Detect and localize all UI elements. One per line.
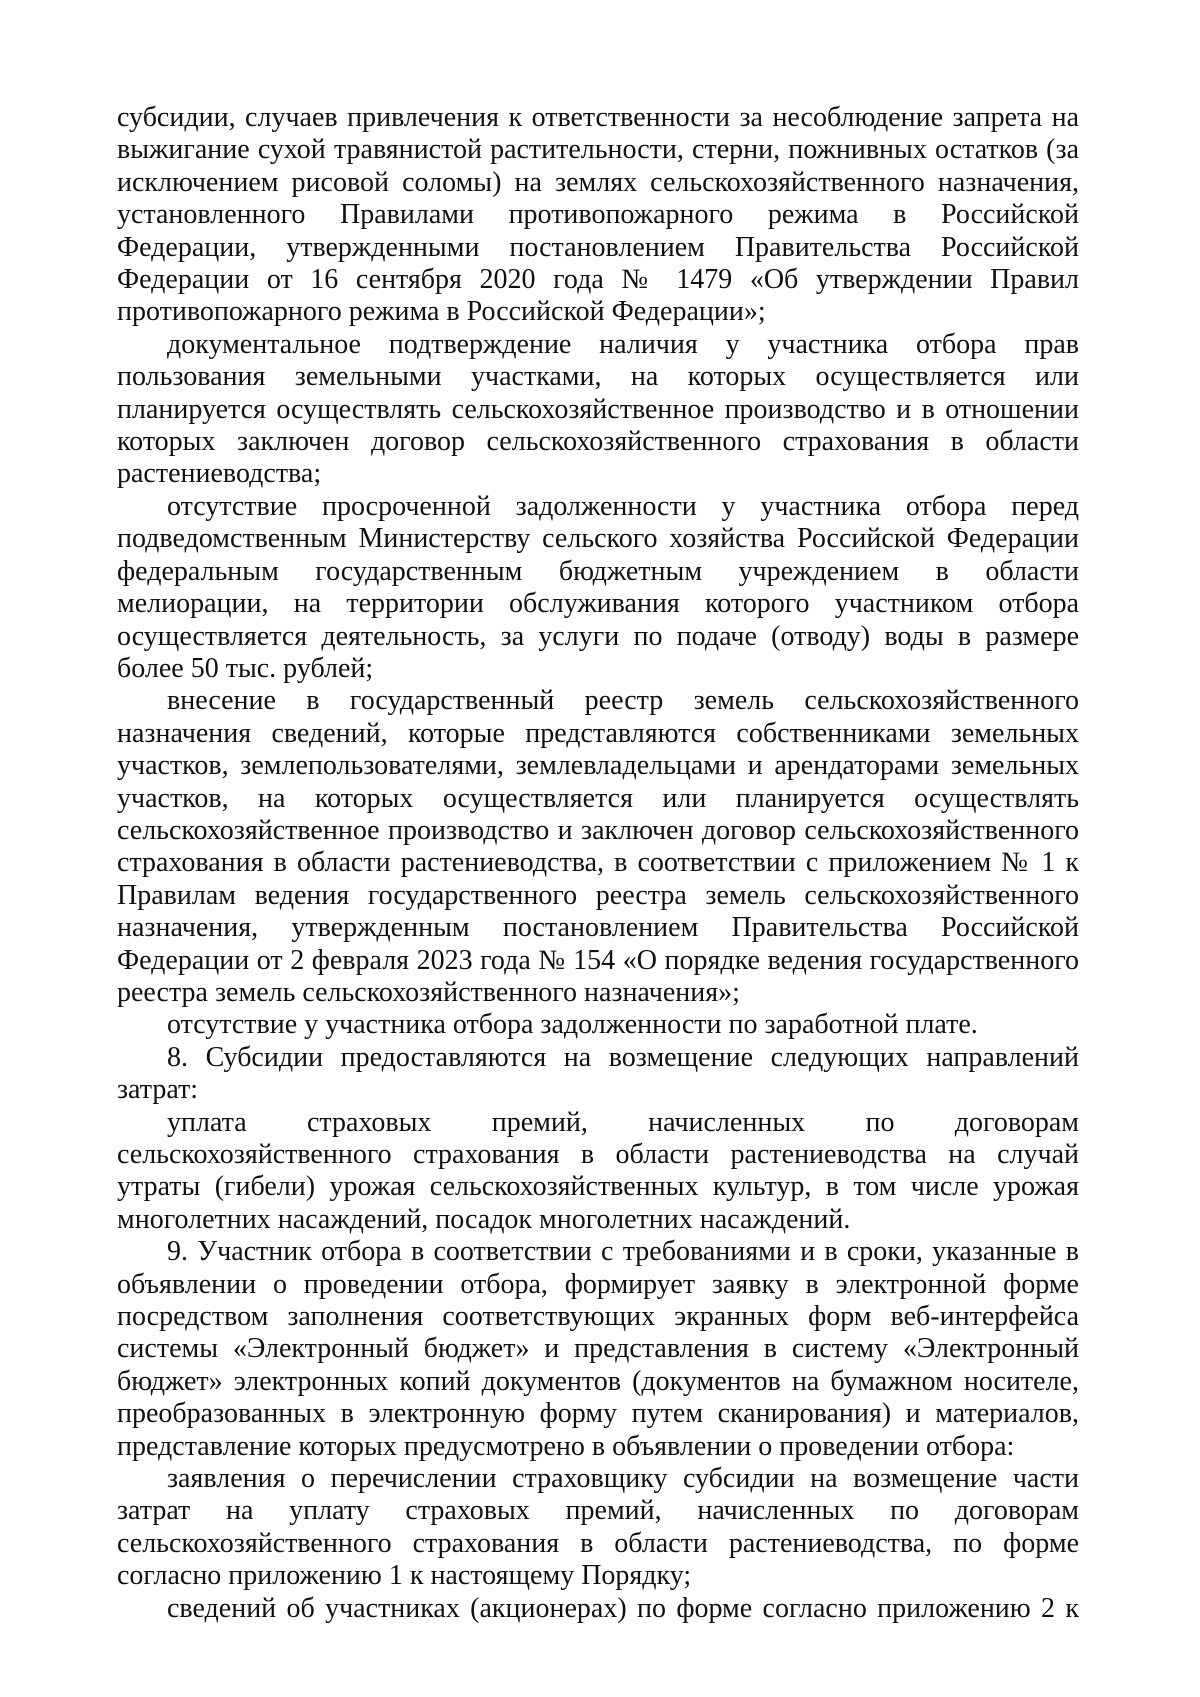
paragraph-item-8: 8. Субсидии предоставляются на возмещение следующих направлений затрат:	[117, 1041, 1079, 1106]
paragraph-application: заявления о перечислении страховщику субсидии на возмещение части затрат на уплату страховых премий, начисленных по договорам сельскохозяйственного страхования в области растениеводства, по форме согласно приложению 1 к настоящему Порядку;	[117, 1463, 1079, 1592]
paragraph-shareholders: сведений об участниках (акционерах) по форме согласно приложению 2 к	[167, 1592, 1079, 1624]
paragraph-item-9: 9. Участник отбора в соответствии с требованиями и в сроки, указанные в объявлении о проведении отбора, формирует заявку в электронной форме посредством заполнения соответствующих экранных форм веб-интерфейса системы «Электронный бюджет» и представления в систему «Электронный бюджет» электронных копий документов (документов на бумажном носителе, преобразованных в электронную форму путем сканирования) и материалов, представление которых предусмотрено в объявлении о проведении отбора:	[117, 1236, 1079, 1462]
paragraph-land-rights: документальное подтверждение наличия у участника отбора прав пользования земельными участками, на которых осуществляется или планируется осуществлять сельскохозяйственное производство и в отношении которых заключен договор сельскохозяйственного страхования в области растениеводства;	[117, 328, 1079, 490]
document-body	[117, 102, 1079, 1625]
paragraph-continuation: субсидии, случаев привлечения к ответственности за несоблюдение запрета на выжигание сухой травянистой растительности, стерни, пожнивных остатков (за исключением рисовой соломы) на землях сельскохозяйственного назначения, установленного Правилами противопожарного режима в Российской Федерации, утвержденными постановлением Правительства Российской Федерации от 16 сентября 2020 года № 1479 «Об утверждении Правил противопожарного режима в Российской Федерации»;	[117, 102, 1079, 328]
paragraph-no-wage-debt: отсутствие у участника отбора задолженности по заработной плате.	[167, 1009, 978, 1041]
paragraph-state-register: внесение в государственный реестр земель сельскохозяйственного назначения сведений, которые представляются собственниками земельных участков, землепользователями, землевладельцами и арендаторами земельных участков, на которых осуществляется или планируется осуществлять сельскохозяйственное производство и заключен договор сельскохозяйственного страхования в области растениеводства, в соответствии с приложением № 1 к Правилам ведения государственного реестра земель сельскохозяйственного назначения, утвержденным постановлением Правительства Российской Федерации от 2 февраля 2023 года № 154 «О порядке ведения государственного реестра земель сельскохозяйственного назначения»;	[117, 685, 1079, 1008]
paragraph-no-overdue-debt: отсутствие просроченной задолженности у участника отбора перед подведомственным Министерству сельского хозяйства Российской Федерации федеральным государственным бюджетным учреждением в области мелиорации, на территории обслуживания которого участником отбора осуществляется деятельность, за услуги по подаче (отводу) воды в размере более 50 тыс. рублей;	[117, 490, 1079, 684]
paragraph-insurance-premiums: уплата страховых премий, начисленных по договорам сельскохозяйственного страхования в области растениеводства на случай утраты (гибели) урожая сельскохозяйственных культур, в том числе урожая многолетних насаждений, посадок многолетних насаждений.	[117, 1106, 1079, 1235]
